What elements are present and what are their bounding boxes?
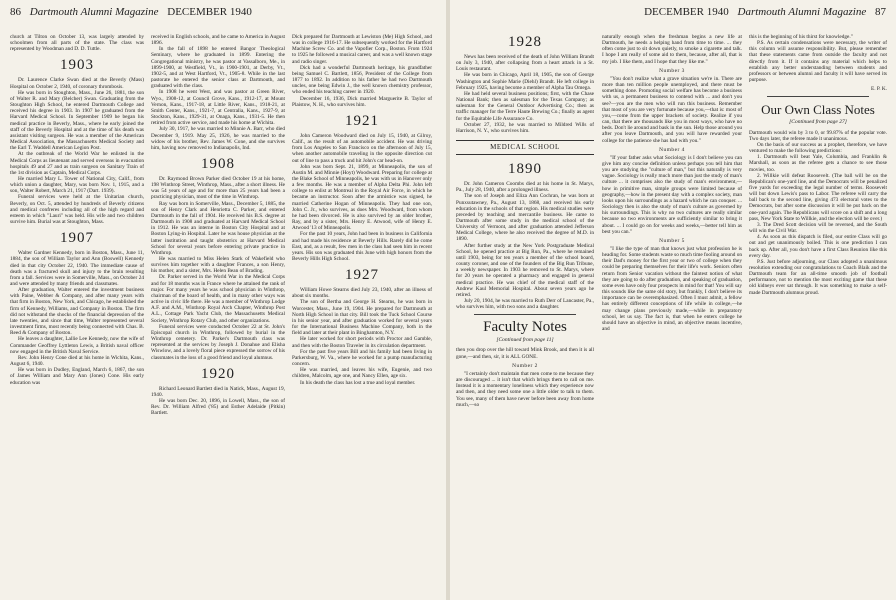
paragraph: naturally enough when the freshman begins a new life at Dartmouth, he needs a helping hand from time to time. ... they often come just to sit down quietly, to smoke a cigarette and talk. I hope I am really of some aid to them, because, after all, that is my job. I like them, and I hope that they like me." [602, 34, 742, 65]
paragraph: He leaves a daughter, Lallie Lee Kennedy, now the wife of Commander Geoffrey Lyttleton Lewis, a British naval officer now engaged in the British Naval Service. [10, 336, 144, 355]
paragraph: 2. Willkie will defeat Roosevelt. (The ball will be on the Republican's one-yard line, and the Democrats will be penalized five yards for exceeding the legal number of terms. Roosevelt will but down Lewis's pass to Labor. The referee will carry the ball back to the second line, giving 473 electoral votes to the Democrats, but after some discussion it will be put back on the one-yard again. The Republicans will score on a shift and a long pass, New York State to Willkie, and the election will be over.) [749, 172, 887, 222]
paragraph: On the basis of our success as a prophet, therefore, we have ventured to make the following predictions: [749, 141, 887, 155]
paragraph: received in English schools, and he came to America in August 1896. [151, 34, 285, 47]
right-page [450, 0, 896, 600]
continued-note: [Continued from page 27] [789, 119, 847, 126]
paragraph: In the fall of 1898 he entered Bangor Theological Seminary, where he graduated in 1899. Entering the Congregational ministry, he was pastor at Vassalboro, Me., in 1899-1900, at Westfield, Vt., in 1900-1901, at Derby, Vt., 1902-5, and at West Hartford, Vt., 1905-8. While in the last pastorate he entered the senior class at Dartmouth, and graduated with the class. [151, 46, 285, 90]
paragraph: He later worked for short periods with Proctor and Gamble, and then with the Boston Traveler in its circulation department. [292, 336, 432, 349]
paragraph: church at Tilton on October 13, was largely attended by schoolmen from all parts of the state. The class was represented by Woodman and D. D. Tuttle. [10, 34, 144, 53]
number-heading: Number 2 [512, 362, 538, 369]
paragraph: The son of Bertha and George H. Stearns, he was born in Worcester, Mass., June 19, 1904. He prepared for Dartmouth at North High School in that city. Bill took the Tuck School Course in his senior year, and after graduation worked for several years for the International Business Machine Company, both in the field and later at their plant in Binghamton, N.Y. [292, 299, 432, 337]
paragraph: 3. The Dred Scott decision will be reversed, and the South will win the Civil War. [749, 221, 887, 235]
signature-initials: E. P. K. [870, 86, 887, 93]
paragraph: John was born Sept. 21, 1899, at Minneapolis, the son of Austin M. and Minnie (Hoyt) Woodward. Preparing for college at the Blake School of Minneapolis, he was with us in Hanover only a few months. He was a member of Alpha Delta Phi. John left college to enlist at Montreal in the Royal Air Force, in which he became an instructor. Soon after the armistice was signed, he married Catherine Hogan of Minneapolis. They had one son, John C. Jr., who survives, as does Mrs. Woodward, from whom he had been divorced. He is also survived by an older brother, Ray, and by a sister, Mrs. Henry E. Atwood, wife of Henry E. Atwood '13 of Minneapolis. [292, 163, 432, 232]
paragraph: P.S. Just before adjourning, our Class adopted a unanimous resolution extending our congratulations to Coach Blaik and the Dartmouth team for an all-time smooth job of football performance, not to mention the most exciting game that these old kidneys ever sat through. It was something to make a self-made Dartmouth alumnus proud. [749, 258, 887, 296]
paragraph: "If your father asks what Sociology is I don't believe you can give him any concise definition unless perhaps you tell him that you are studying the "culture of man," but this naturally is very vague. Sociology is really much more than just the study of man's culture ... it comprises also the study of man's environment,—how in primitive man, simple groups were limited because of geography,—how in the present day with a complex society, man looks upon his surroundings as a hazard which he can conquer. ... Sociology then is also the study of man's culture as governed by his surroundings. This is why no two cultures are really similar because no two environments are sufficiently similar to bring it about. ... I could go on for weeks and weeks,—better tell him as best you can." [602, 154, 742, 235]
paragraph: John Cameron Woodward died on July 15, 1940, at Gilroy, Calif., as the result of an automobile accident. He was driving from Los Angeles to San Francisco on the afternoon of July 15, when another automobile traveling in the opposite direction cut out of line to pass a truck and hit John's car head-on. [292, 132, 432, 164]
column-4 [456, 34, 594, 594]
paragraph: Dartmouth would win by 3 to 0, or 99.87% of the popular vote. Two days later, the referee made it unanimous. [749, 129, 887, 142]
paragraph: December 16, 1936, Dick married Marguerite B. Taylor of Plaistow, N. H., who survives him. [292, 95, 432, 108]
paragraph: The son of Joseph and Eliza Ann Cochran, he was born at Punxsutawney, Pa., August 13, 1868, and received his early education in the schools of that region. His medical studies were preceded by teaching and mercantile business. He came to Dartmouth after some study in the medical school of the University of Vermont, and after graduation attended Jefferson Medical College, where he also received the degree of M.D. in 1890. [456, 193, 594, 243]
page-number: 86 [10, 6, 21, 18]
right-header [644, 6, 886, 18]
paragraph: "You don't realize what a grave situation we're in. There are more than ten million people unemployed, and there must be something done. Promoting social welfare has become a business with us, a permanent business to contend with ... and don't you see?—you are the men who will run this business. Remember that most of you are very fortunate because you,—that is: most of you,—come from the upper brackets of society. Realize if you can, that there are thousands like you in most ways, who have no beds. Don't lie around and bask in the sun. Help those around you after you leave Dartmouth, and you will have rewarded your college for the patience she has had with you." [602, 75, 742, 144]
column-5 [602, 34, 742, 594]
paragraph: After graduation, Walter entered the investment business with Paine, Webber & Company, and after many years with that firm in Boston, New York, and Chicago, he established the firm of Kennedy, Williams, and Company in Boston. The firm did not withstand the shocks of the financial depression of the late twenties, and since that time, Walter represented several investment firms, most recently being connected with Chas. B. Reed & Company of Boston. [10, 287, 144, 337]
class-year-heading: 1927 [345, 267, 379, 284]
paragraph: Rev. John Henry Cone died at his home in Wichita, Kans., August 6, 1940. [10, 354, 144, 368]
paragraph: At the outbreak of the World War he enlisted in the Medical Corps as lieutenant and served overseas in evacuation hospitals 49 and 27 and as train surgeon on Sanitary Train of the 1st division as Captain, Medical Corps. [10, 151, 144, 176]
paragraph: Dr. John Cameron Coombs died at his home in St. Marys, Pa., July 28, 1940, after a prolonged illness. [456, 181, 594, 194]
class-year-heading: 1890 [508, 161, 542, 178]
paragraph: He was married to Miss Helen Stark of Wakefield who survives him together with a daughter Frances, a son Henry, his mother, and a sister, Mrs. Helen Bean of Brading. [151, 256, 285, 275]
paragraph: July 20, 1904, he was married to Ruth Derr of Lancaster, Pa., who survives him, with two sons and a daughter. [456, 298, 594, 311]
class-year-heading: 1920 [201, 365, 235, 382]
paragraph: October 27, 1932, he was married to Mildred Wills of Harrison, N. Y., who survives him. [456, 121, 594, 134]
class-year-heading: 1908 [201, 155, 235, 172]
paragraph: 1. Dartmouth will beat Yale, Columbia, and Franklin & Marshall, as soon as the referee gets a chance to see those movies, too. [749, 154, 887, 173]
left-header [10, 6, 252, 18]
number-heading: Number 3 [659, 67, 685, 74]
paragraph: Dr. Laurence Clarke Swan died at the Beverly (Mass) Hospital on October 2, 1940, of coronary thrombosis. [10, 77, 144, 90]
class-year-heading: 1921 [345, 112, 379, 129]
paragraph: In 1908 he went West, and was pastor at Green River, Wyo., 1908-12, at Council Grove, Kans., 1912-17, at Mount Vernon, Kans., 1917-18, at Little River, Kans., 1918-21, at Smith Center, Kans., 1921-7, at Centralia, Kans., 1927-9, at Stockton, Kans., 1929-31, at Onaga, Kans., 1931-5. He then retired from active service, and made his home at Wichita. [151, 89, 285, 127]
paragraph: P.S. As certain condensations were necessary, the writer of this column will assume responsibility. But, please remember that these statements came from outside the faculty and not directly from it. If it contains any material which helps to establish any better understanding between students and professors or between alumni and faculty it will have served its purpose. [749, 40, 887, 84]
column-6 [749, 34, 887, 594]
number-heading: Number 4 [659, 146, 685, 153]
page-number: 87 [875, 6, 886, 18]
column-3 [292, 34, 432, 594]
paragraph: Funeral services were held at the Unitarian church, Beverly, on Oct. 5, attended by hundreds of Beverly citizens and medical confreres including all of the high regard and esteem in which "Lauri" was held. His wife and two children survive him. Burial was at Stoughton, Mass. [10, 194, 144, 226]
issue-date: DECEMBER 1940 [167, 6, 252, 18]
paragraph: Funeral services were conducted October 22 at St. John's Episcopal church in Winthrop, followed by burial in the Winthrop cemetery. Dr. Parker's Dartmouth class was represented at the services by Joseph J. Donahue and Elisha Wiswlow, and a lovely floral piece expressed the sorrow of his classmates in the loss of a good friend and loyal alumnus. [151, 323, 285, 361]
paragraph: Walter Gardner Kennedy, born in Boston, Mass., June 11, 1884, the son of William Taylor and Ann (Boswell) Kennedy died in that city October 22, 1940. The immediate cause of death was a fractured skull and injury to the brain resulting from a fall. Services were in Somerville, Mass., on October 24 and were attended by many friends and classmates. [10, 250, 144, 287]
paragraph: Dr. Raymond Brown Parker died October 19 at his home, 198 Winthrop Street, Winthrop, Mass., after a short illness. He was 54 years of age and for more than 25 years had been a practicing physician, most of the time in Winthrop. [151, 175, 285, 201]
paragraph: He was married, and leaves his wife, Eugenie, and two children, Malcolm, age one, and Nancy Ellen, age six. [292, 367, 432, 380]
paragraph: Dick prepared for Dartmouth at Lewiston (Me) High School, and was in college 1916-17. He subsequently worked for the Hartford Machine Screw Co. and the Vapofier Corp., Boston. From 1924 to 1925 he followed a musical career, and was a well known stage and radio singer. [292, 34, 432, 65]
paragraph: For the past 10 years, John had been in business in California and had made his residence at Beverly Hills. Rarely did he come East, and, as a result, few men in the class had seen him in recent years. His son was graduated this June with high honors from the Beverly Hills High School. [292, 231, 432, 262]
paragraph: He was born Dec. 20, 1896, in Lowell, Mass., the son of Rev. Dr. William Alfred ('85) and Esther Adelaide (Pitkin) Bartlett. [151, 397, 285, 417]
issue-date: DECEMBER 1940 [644, 6, 729, 18]
paragraph: In his death the class has lost a true and loyal member. [300, 379, 416, 386]
class-year-heading: 1907 [60, 230, 94, 247]
paragraph: He was born in Dudley, England, March 6, 1867, the son of James William and Mary Ann (Jones) Cone. His early education was [10, 367, 144, 386]
continued-note: [Continued from page 11] [496, 337, 554, 344]
paragraph: "I like the type of man that knows just what profession he is heading for. Some students waste so much time fooling around on their Dad's money for the first year or two of college when they could be preparing themselves for their life's work. Seniors often return from Senior vacation without the faintest notion of what they are going to do after graduation, and speaking of graduation, some even have only four prospects in mind for that! You will say this sounds like the same old story, but frankly, I don't believe its importance can be overemphasized. Often I must admit, a fellow has entirely different conceptions of life while in college,—he may change plans previously made,—while in preparatory school, let us say. The fact is, that when he enters college he should have an objective in mind, an objective means incentive, and [602, 246, 742, 333]
class-year-heading: 1928 [508, 34, 542, 50]
paragraph: July 30, 1917, he was married to Minnie A. Barr, who died December 9, 1919. May 25, 1926, he was married to the widow of his brother, Rev. James W. Cone, and she survives him, having now removed to Indianapolis, Ind. [151, 126, 285, 151]
divider [767, 96, 869, 97]
column-2 [151, 34, 285, 594]
paragraph: this is the beginning of his thirst for knowledge." [749, 34, 853, 40]
paragraph: Ray was born in Somerville, Mass., December 5, 1885, the son of Henry Clark and Henrietta C. Parker, and entered Dartmouth in the fall of 1904. He received his B.S. degree at Dartmouth in 1908 and graduated at Harvard Medical School in 1912. He was an interne in Boston City Hospital and at Boston Lying-in Hospital. Later he was house physician at the latter institution and taught obstetrics at Harvard Medical School for several years before entering private practice in Winthrop. [151, 200, 285, 256]
paragraph: 4. As soon as this dispatch is filed, our entire Class will go out and get unanimously boiled. This is one prediction I can back up. After all, you don't have a first Class Reunion like this every day. [749, 234, 887, 259]
paragraph: He married Mary L. Tower of National City, Calif., from which union a daughter, Mary, was born Nov. 1, 1915, and a son, Walter Robert, March 21, 1917 (Dart. 1939). [10, 175, 144, 195]
section-heading-medical-school: MEDICAL SCHOOL [456, 140, 594, 155]
number-heading: Number 5 [659, 237, 685, 244]
magazine-title: Dartmouth Alumni Magazine [737, 6, 867, 18]
paragraph: He had held several business positions; first, with the Chase National Bank; then as salesman for the Texas Company; as salesman for the General Outdoor Advertising Co.; then as traffic manager for the Terre Haute Brewing Co.; finally as agent for the Equitable Life Assurance Co. [456, 90, 594, 122]
paragraph: Dick had a wonderful Dartmouth heritage, his grandfather being Samuel C. Bartlett, 1856, President of the College from 1877 to 1892. In addition to his father he had two Dartmouth uncles, one being Edwin J., the well known chemistry professor, who ended his teaching career in 1920. [292, 64, 432, 96]
paragraph: He was born in Chicago, April 18, 1905, the son of George Washington and Sophie Marie (Diehl) Brandt. He left college in February 1925, having become a member of Alpha Tau Omega. [456, 72, 594, 91]
divider [474, 314, 576, 315]
class-year-heading: 1903 [60, 57, 94, 74]
faculty-notes-title: Faculty Notes [483, 319, 567, 336]
paragraph: "I certainly don't maintain that men come to me because they are discouraged ... it isn't that which brings them to call on me. Instead it is a momentary loneliness which they experience now and then, and they need some one a little older to talk to them. You see, many of them have never before been away from home much,—so [456, 370, 594, 408]
magazine-title: Dartmouth Alumni Magazine [29, 6, 159, 18]
paragraph: News has been received of the death of John William Brandt on July 3, 1940, after collapsing from a heart attack in a St. Louis restaurant. [456, 54, 594, 73]
class-notes-title: Our Own Class Notes [761, 102, 875, 118]
paragraph: then you drop over the hill toward Mink Brook, and then it is all gone,—and then, sir, it is ALL GONE. [456, 347, 594, 360]
paragraph: Dr. Parker served in the World War in the Medical Corps and for 18 months was in France where he attained the rank of major. For many years he was school physician in Winthrop, chairman of the board of health, and in many other ways was active in civic life there. He was a member of Winthrop Lodge A.F. and A.M., Winthrop Royal Arch Chapter, Winthrop Post A.L., Cottage Park Yacht Club, the Massachusetts Medical Society, Winthrop Rotary Club, and other organizations. [151, 274, 285, 324]
paragraph: He was born in Stoughton, Mass., June 26, 1881, the son of Walter R. and Mary (Belcher) Swan. Graduating from the Stoughton High School, he entered Dartmouth College and received his degree in 1903. In 1907 he graduated from the Harvard Medical School. In September 1909 he began his medical practice in Beverly, Mass., where he early joined the staff of the Beverly Hospital and at the time of his death was assistant visiting surgeon. He was a member of the American Medical Association, the Massachusetts Medical Society and the Earl T. Waddell American Legion Post. [10, 89, 144, 152]
left-page [0, 0, 446, 600]
paragraph: For the past five years Bill and his family had been living in Parkersburg, W. Va., where he worked for a pump manufacturing concern. [292, 348, 432, 368]
paragraph: Richard Leonard Bartlett died in Natick, Mass., August 19, 1940. [151, 385, 285, 398]
paragraph: William Howe Stearns died July 23, 1940, after an illness of about six months. [292, 287, 432, 300]
column-1 [10, 34, 144, 594]
paragraph: After further study at the New York Postgraduate Medical School, he opened practice at Big Run, Pa., where he remained until 1903, being for ten years a member of the school board, county coroner, and one of the founders of the Big Run Tribune, a weekly newspaper. In 1903 he removed to St. Marys, where for 20 years he operated a pharmacy and engaged in general medical practice. He was chief of the medical staff of the Andrew Kaul Memorial Hospital. About seven years ago he retired. [456, 242, 594, 298]
